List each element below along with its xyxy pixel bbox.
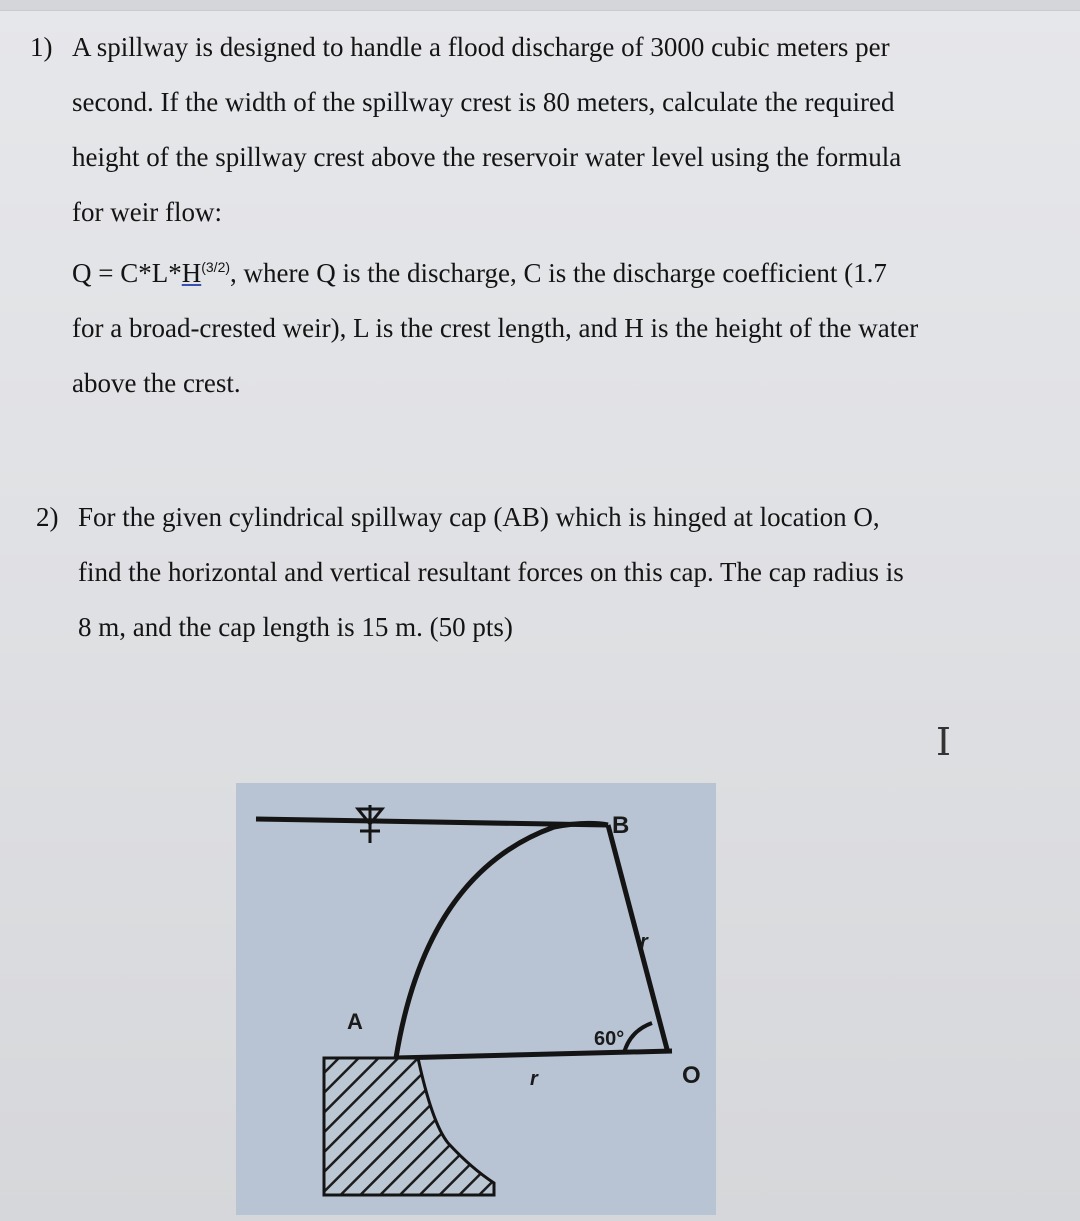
- question-2-line-1: For the given cylindrical spillway cap (AB) which is hinged at location O,: [78, 502, 880, 532]
- label-r-lower: r: [530, 1068, 538, 1090]
- question-1-line-6: for a broad-crested weir), L is the crest length, and H is the height of the water: [72, 313, 919, 343]
- question-2: [36, 490, 1036, 655]
- figure-background: [236, 783, 716, 1215]
- label-a: A: [347, 1009, 363, 1034]
- top-border: [0, 0, 1080, 11]
- question-1-line-1: A spillway is designed to handle a flood discharge of 3000 cubic meters per: [72, 32, 890, 62]
- formula-symbol: H: [181, 258, 202, 288]
- question-2-body: [78, 490, 1036, 655]
- formula-prefix: Q = C*L*: [72, 258, 182, 288]
- question-1-line-7: above the crest.: [72, 368, 241, 398]
- question-2-line-2: find the horizontal and vertical resultant forces on this cap. The cap radius is: [78, 557, 904, 587]
- question-1-line-3: height of the spillway crest above the reservoir water level using the formula: [72, 142, 902, 172]
- spillway-figure: [236, 783, 716, 1215]
- question-1-line-2: second. If the width of the spillway crest is 80 meters, calculate the required: [72, 87, 895, 117]
- formula-suffix: , where Q is the discharge, C is the discharge coefficient (1.7: [230, 258, 887, 288]
- text-cursor-icon: I: [936, 720, 952, 764]
- question-1-number: 1): [30, 32, 53, 62]
- question-2-number: 2): [36, 502, 59, 532]
- label-b: B: [612, 812, 630, 839]
- formula-line: [72, 240, 1050, 301]
- label-r-upper: r: [640, 931, 648, 953]
- label-o: O: [682, 1062, 701, 1089]
- angle-label: 60°: [594, 1028, 625, 1050]
- question-1-line-4: for weir flow:: [72, 197, 222, 227]
- question-2-line-3: 8 m, and the cap length is 15 m. (50 pts): [78, 612, 513, 642]
- formula-exponent: (3/2): [201, 259, 231, 275]
- question-1-body: [72, 20, 1050, 411]
- question-1: [30, 20, 1050, 411]
